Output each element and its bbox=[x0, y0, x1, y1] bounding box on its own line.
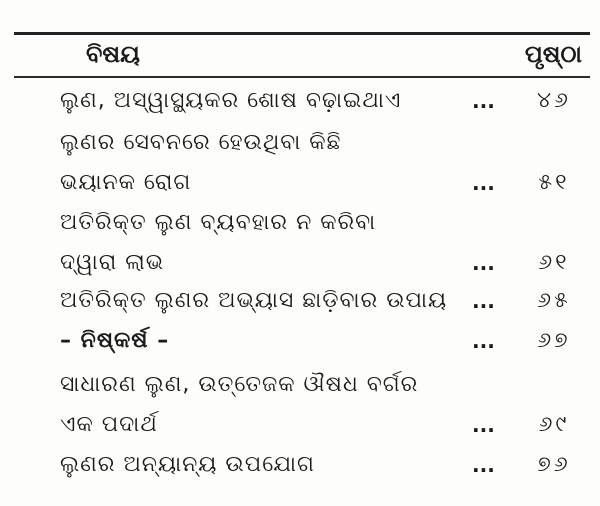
entry-7-line-1: ଲୁଣର ଅନ୍ୟାନ୍ୟ ଉପଯୋଗ bbox=[60, 452, 315, 477]
entry-2-line-2: ଭୟାନକ ରୋଗ bbox=[60, 170, 192, 195]
entry-6-line-2: ଏକ ପଦାର୍ଥ bbox=[60, 412, 158, 437]
page-column-header: ପୃଷ୍ଠା bbox=[524, 40, 582, 68]
entry-4-page-number: ୬୫ bbox=[537, 288, 571, 313]
entry-5-leader-dots: ... bbox=[472, 329, 495, 353]
entry-3-line-1: ଅତିରିକ୍ତ ଲୁଣ ବ୍ୟବହାର ନ କରିବା bbox=[60, 210, 377, 235]
entry-6-line-1: ସାଧାରଣ ଲୁଣ, ଉତ୍ତେଜକ ଔଷଧ ବର୍ଗର bbox=[60, 372, 419, 397]
entry-4-line-1: ଅତିରିକ୍ତ ଲୁଣର ଅଭ୍ୟାସ ଛାଡ଼ିବାର ଉପାୟ bbox=[60, 288, 448, 313]
entry-2-leader-dots: ... bbox=[472, 171, 495, 195]
entry-5-page-number: ୬୭ bbox=[537, 328, 571, 353]
entry-7-page-number: ୭୬ bbox=[537, 452, 571, 477]
entry-1-page-number: ୪୬ bbox=[537, 88, 571, 113]
subject-column-header: ବିଷୟ bbox=[86, 40, 140, 68]
entry-1-line-1: ଲୁଣ, ଅସ୍ୱାସ୍ଥ୍ୟକର ଶୋଷ ବଢ଼ାଇଥାଏ bbox=[60, 88, 402, 113]
entry-7-leader-dots: ... bbox=[472, 453, 495, 477]
entry-3-leader-dots: ... bbox=[472, 251, 495, 275]
entry-2-page-number: ୫୧ bbox=[538, 170, 570, 195]
header-rule bbox=[14, 76, 590, 78]
entry-2-line-1: ଲୁଣର ସେବନରେ ହେଉଥିବା କିଛି bbox=[60, 130, 342, 155]
entry-4-leader-dots: ... bbox=[472, 289, 495, 313]
entry-1-leader-dots: ... bbox=[472, 89, 495, 113]
entry-5-line-1: – ନିଷ୍କର୍ଷ – bbox=[60, 328, 170, 353]
entry-3-line-2: ଦ୍ୱାରା ଲାଭ bbox=[60, 250, 165, 275]
entry-3-page-number: ୬୧ bbox=[538, 250, 570, 275]
entry-6-leader-dots: ... bbox=[472, 413, 495, 437]
entry-6-page-number: ୬୯ bbox=[538, 412, 570, 437]
